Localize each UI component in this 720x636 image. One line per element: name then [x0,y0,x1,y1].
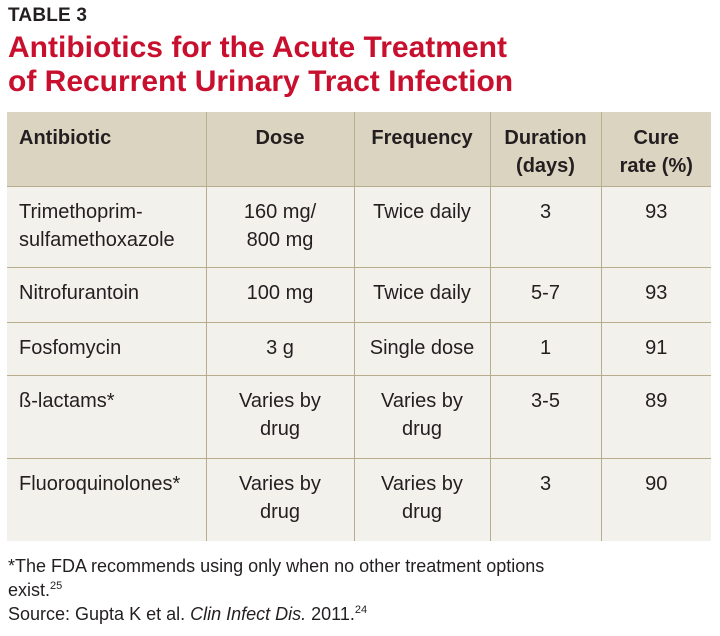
cell-cure-rate: 91 [601,323,711,376]
cell-frequency [354,187,490,268]
table-label: TABLE 3 [8,5,88,26]
fda-note [8,554,708,602]
cell-dose: 100 mg [206,268,354,323]
header-cure-rate [601,112,711,187]
cell-antibiotic: ß-lactams* [7,376,206,459]
header-row [7,112,711,187]
cell-antibiotic: Nitrofurantoin [7,268,206,323]
cell-duration: 3-5 [490,376,601,459]
source-journal: Clin Infect Dis. [190,604,307,624]
table-title-line-1: Antibiotics for the Acute Treatment [8,31,507,64]
cell-frequency-line-2: drug [401,418,443,441]
cell-frequency: Single dose [354,323,490,376]
table-row [7,458,711,541]
cell-duration: 5-7 [490,268,601,323]
table-row [7,323,711,376]
footnotes [8,554,708,626]
fda-note-line-1: *The FDA recommends using only when no other treatment options [8,556,545,576]
cell-frequency-line-1: Twice daily [373,201,471,223]
cell-duration: 3 [490,458,601,541]
cell-dose-line-1: 160 mg/ [243,201,317,223]
header-cure-line-1: Cure [633,127,680,149]
cell-dose [206,458,354,541]
table-row [7,376,711,459]
cell-frequency [354,458,490,541]
cell-cure-rate: 93 [601,187,711,268]
header-duration-line-2: (days) [516,155,575,177]
cell-antibiotic: Fluoroquinolones* [7,458,206,541]
table-row [7,187,711,268]
table-row [7,268,711,323]
cell-dose-line-2: drug [259,418,301,441]
cell-dose-line-1: Varies by [239,390,321,413]
cell-antibiotic: Fosfomycin [7,323,206,376]
cell-dose-line-2: drug [259,500,301,523]
table-title-line-2: of Recurrent Urinary Tract Infection [8,65,514,98]
cell-cure-rate: 93 [601,268,711,323]
cell-antibiotic-line-2: sulfamethoxazole [19,229,175,251]
fda-note-ref: 25 [50,580,63,592]
cell-cure-rate: 89 [601,376,711,459]
cell-dose [206,187,354,268]
cell-frequency-line-2: drug [401,500,443,523]
cell-dose: 3 g [206,323,354,376]
cell-antibiotic [7,187,206,268]
header-antibiotic: Antibiotic [7,112,206,187]
cell-dose-line-1: Varies by [239,472,321,495]
source-ref: 24 [354,604,368,616]
cell-duration: 3 [490,187,601,268]
cell-dose-line-2: 800 mg [246,229,314,251]
cell-frequency: Twice daily [354,268,490,323]
header-duration-line-1: Duration [504,127,587,149]
cell-antibiotic-line-1: Trimethoprim- [19,201,143,223]
header-duration [490,112,601,187]
table-title [8,31,708,99]
cell-frequency-line-1: Varies by [381,390,463,413]
cell-cure-rate: 90 [645,472,668,495]
fda-note-line-2: exist. [8,580,51,600]
antibiotics-table [7,112,711,541]
header-cure-line-2: rate (%) [619,155,693,177]
header-frequency: Frequency [354,112,490,187]
source-year: 2011. [306,604,355,624]
cell-frequency [354,376,490,459]
cell-dose [206,376,354,459]
source-note [8,602,708,626]
cell-duration: 1 [490,323,601,376]
header-dose: Dose [206,112,354,187]
source-prefix: Source: Gupta K et al. [8,604,191,624]
cell-frequency-line-1: Varies by [381,472,463,495]
